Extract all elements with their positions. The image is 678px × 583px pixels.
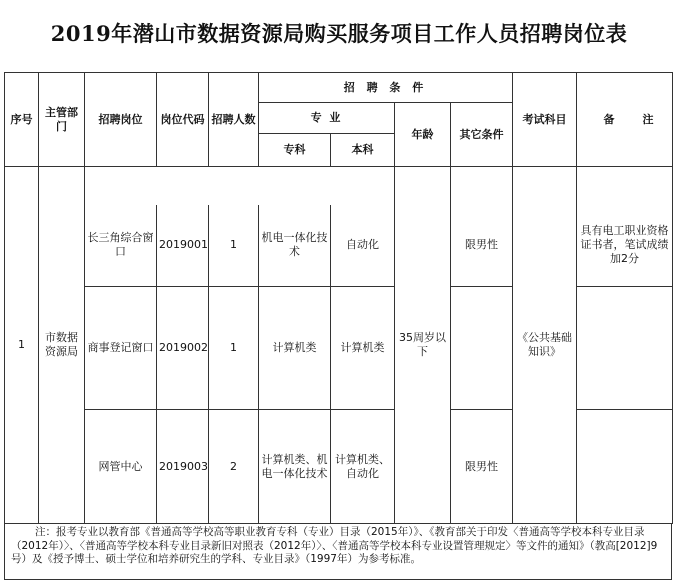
cell-age: 35周岁以下 bbox=[395, 167, 451, 524]
cell-bachelor: 计算机类、自动化 bbox=[331, 410, 395, 524]
header-major: 专 业 bbox=[259, 103, 395, 134]
cell-remark: 具有电工职业资格证书者，笔试成绩加2分 bbox=[577, 205, 673, 287]
page-title: 2019年潜山市数据资源局购买服务项目工作人员招聘岗位表 bbox=[50, 21, 628, 46]
cell-dept: 市数据资源局 bbox=[39, 167, 85, 524]
header-code: 岗位代码 bbox=[157, 73, 209, 167]
footnote: 注：报考专业以教育部《普通高等学校高等职业教育专科（专业）目录（2015年）》、《教育部关于印发〈普通高等学校本科专业目录（2012年）〉、〈普通高等学校本科专业目录新旧对照表（2012年）〉、〈普通高等学校本科专业设置管理规定〉等文件的通知》（教高[2012]9号）及《授予博士、硕士学位和培养研究生的学科、专业目录》（1997年）为参考标准。 bbox=[4, 523, 672, 580]
cell-position: 长三角综合窗口 bbox=[85, 205, 157, 287]
spacer-cell bbox=[85, 167, 395, 205]
cell-college: 机电一体化技术 bbox=[259, 205, 331, 287]
cell-count: 1 bbox=[209, 205, 259, 287]
header-college: 专科 bbox=[259, 134, 331, 167]
cell-code: 2019002 bbox=[157, 287, 209, 410]
cell-position: 网管中心 bbox=[85, 410, 157, 524]
cell-bachelor: 自动化 bbox=[331, 205, 395, 287]
header-seq: 序号 bbox=[5, 73, 39, 167]
cell-count: 2 bbox=[209, 410, 259, 524]
cell-college: 计算机类 bbox=[259, 287, 331, 410]
cell-other: 限男性 bbox=[451, 410, 513, 524]
cell-exam: 《公共基础知识》 bbox=[513, 167, 577, 524]
cell-seq: 1 bbox=[5, 167, 39, 524]
header-remark-a: 备 bbox=[603, 112, 615, 126]
spacer-row bbox=[5, 167, 673, 205]
header-bachelor: 本科 bbox=[331, 134, 395, 167]
cell-count: 1 bbox=[209, 287, 259, 410]
header-age: 年龄 bbox=[395, 103, 451, 167]
positions-table bbox=[4, 72, 673, 524]
spacer-cell-remark bbox=[577, 167, 673, 205]
cell-other bbox=[451, 287, 513, 410]
cell-remark bbox=[577, 287, 673, 410]
header-count: 招聘人数 bbox=[209, 73, 259, 167]
header-remark bbox=[577, 73, 673, 167]
header-position: 招聘岗位 bbox=[85, 73, 157, 167]
header-conditions: 招 聘 条 件 bbox=[259, 73, 513, 103]
cell-other: 限男性 bbox=[451, 205, 513, 287]
cell-code: 2019003 bbox=[157, 410, 209, 524]
header-exam: 考试科目 bbox=[513, 73, 577, 167]
header-row-1 bbox=[5, 73, 673, 103]
cell-position: 商事登记窗口 bbox=[85, 287, 157, 410]
header-remark-b: 注 bbox=[642, 112, 654, 126]
header-dept: 主管部门 bbox=[39, 73, 85, 167]
cell-code: 2019001 bbox=[157, 205, 209, 287]
cell-bachelor: 计算机类 bbox=[331, 287, 395, 410]
header-other: 其它条件 bbox=[451, 103, 513, 167]
spacer-cell-other bbox=[451, 167, 513, 205]
cell-college: 计算机类、机电一体化技术 bbox=[259, 410, 331, 524]
cell-remark bbox=[577, 410, 673, 524]
